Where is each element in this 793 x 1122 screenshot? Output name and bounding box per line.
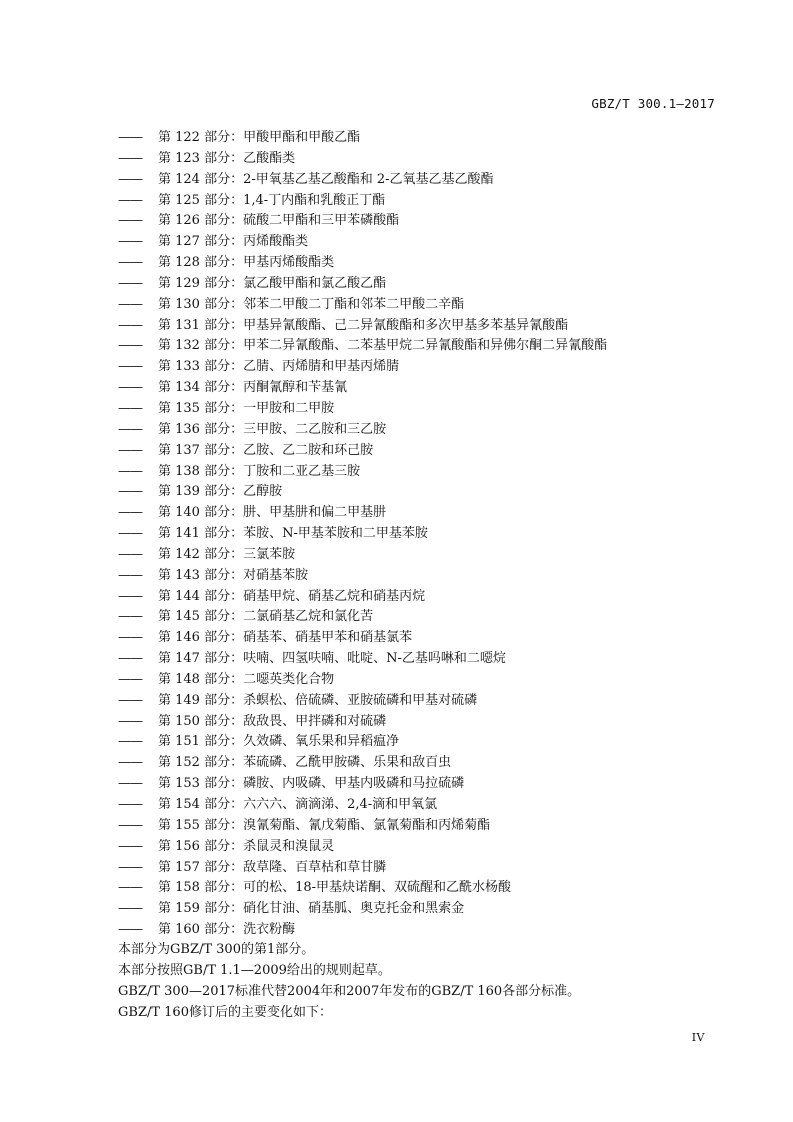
part-item [118,774,718,795]
part-title: 硝基甲烷、硝基乙烷和硝基丙烷 [243,588,426,604]
part-item [118,191,718,212]
part-label: 第 132 部分： [158,338,244,354]
part-item [118,670,718,691]
page-number: IV [691,1031,705,1044]
part-label: 第 151 部分： [158,734,244,750]
parts-list [118,128,718,941]
part-item [118,357,718,378]
part-item [118,649,718,670]
part-item [118,691,718,712]
part-dash: —— [118,797,142,812]
part-title: 三甲胺、二乙胺和三乙胺 [243,421,387,437]
foreword-paragraphs [118,940,718,1023]
part-label: 第 156 部分： [158,838,244,854]
part-item [118,878,718,899]
part-item [118,149,718,170]
foreword-paragraph: GBZ/T 300—2017标准代替2004年和2007年发布的GBZ/T 160各部分标准。 [118,983,581,999]
part-label: 第 135 部分： [158,400,244,416]
part-item [118,607,718,628]
part-dash: —— [118,922,142,938]
part-title: 氯乙酸甲酯和氯乙酸乙酯 [243,275,387,291]
part-title: 硝基苯、硝基甲苯和硝基氯苯 [243,630,413,646]
part-title: 乙醇胺 [243,484,283,500]
part-dash: —— [118,713,142,729]
part-dash: —— [118,296,142,312]
part-item [118,545,718,566]
part-label: 第 139 部分： [158,484,244,500]
part-item [118,712,718,733]
part-title: 磷胺、内吸磷、甲基内吸磷和马拉硫磷 [243,776,465,792]
part-label: 第 154 部分： [158,797,244,812]
part-item [118,837,718,858]
part-item [118,253,718,274]
part-dash: —— [118,317,142,333]
part-title: 丙烯酸酯类 [243,234,309,250]
part-title: 呋喃、四氢呋喃、吡啶、N-乙基吗啉和二噁烷 [243,651,506,667]
foreword-paragraph: GBZ/T 160修订后的主要变化如下： [118,1004,332,1020]
part-dash: —— [118,150,142,166]
standard-code: GBZ/T 300.1—2017 [591,96,715,111]
part-item [118,441,718,462]
part-dash: —— [118,901,142,917]
part-title: 乙腈、丙烯腈和甲基丙烯腈 [243,359,400,375]
part-item [118,503,718,524]
part-label: 第 152 部分： [158,755,244,771]
part-dash: —— [118,463,142,479]
part-item [118,211,718,232]
part-item [118,899,718,920]
part-dash: —— [118,838,142,854]
part-dash: —— [118,734,142,750]
part-label: 第 144 部分： [158,588,244,604]
part-title: 丁胺和二亚乙基三胺 [243,463,361,479]
part-label: 第 140 部分： [158,505,244,521]
part-dash: —— [118,609,142,625]
part-item [118,420,718,441]
part-title: 敌敌畏、甲拌磷和对硫磷 [243,713,387,729]
part-dash: —— [118,338,142,354]
part-item [118,732,718,753]
part-item [118,795,718,816]
part-item [118,858,718,879]
part-dash: —— [118,234,142,250]
part-title: 杀鼠灵和溴鼠灵 [243,838,335,854]
part-item [118,524,718,545]
foreword-paragraph: 本部分为GBZ/T 300的第1部分。 [118,942,315,957]
part-title: 硝化甘油、硝基胍、奥克托金和黑索金 [243,901,465,917]
part-title: 可的松、18-甲基炔诺酮、双硫醒和乙酰水杨酸 [243,880,512,896]
part-label: 第 153 部分： [158,776,244,792]
part-item [118,566,718,587]
part-item [118,316,718,337]
part-dash: —— [118,755,142,771]
part-label: 第 125 部分： [158,192,244,208]
part-dash: —— [118,213,142,229]
part-item [118,587,718,608]
part-label: 第 124 部分： [158,171,244,187]
part-title: 久效磷、氧乐果和异稻瘟净 [243,734,400,750]
part-dash: —— [118,526,142,542]
part-label: 第 131 部分： [158,317,244,333]
part-title: 杀螟松、倍硫磷、亚胺硫磷和甲基对硫磷 [243,692,478,708]
part-label: 第 160 部分： [158,922,244,938]
part-item [118,462,718,483]
part-dash: —— [118,546,142,562]
part-title: 一甲胺和二甲胺 [243,400,335,416]
part-title: 肼、甲基肼和偏二甲基肼 [243,505,387,521]
part-label: 第 158 部分： [158,880,244,896]
part-dash: —— [118,692,142,708]
part-dash: —— [118,275,142,291]
part-item [118,274,718,295]
part-title: 敌草隆、百草枯和草甘膦 [243,859,387,875]
part-label: 第 128 部分： [158,255,244,271]
part-title: 乙酸酯类 [243,150,296,166]
part-title: 丙酮氰醇和苄基氰 [243,380,348,396]
part-dash: —— [118,859,142,875]
part-dash: —— [118,817,142,833]
part-title: 对硝基苯胺 [243,567,309,583]
part-dash: —— [118,255,142,271]
part-label: 第 148 部分： [158,671,244,687]
part-label: 第 147 部分： [158,651,244,667]
part-dash: —— [118,171,142,187]
part-title: 1,4-丁内酯和乳酸正丁酯 [243,192,386,208]
part-dash: —— [118,400,142,416]
part-label: 第 122 部分： [158,130,244,145]
part-label: 第 157 部分： [158,859,244,875]
part-label: 第 133 部分： [158,359,244,375]
part-label: 第 134 部分： [158,380,244,396]
part-dash: —— [118,380,142,396]
part-label: 第 136 部分： [158,421,244,437]
part-item [118,482,718,503]
part-dash: —— [118,630,142,646]
part-dash: —— [118,505,142,521]
part-item [118,378,718,399]
part-label: 第 142 部分： [158,546,244,562]
part-title: 洗衣粉酶 [243,922,296,938]
part-title: 二噁英类化合物 [243,671,335,687]
part-label: 第 123 部分： [158,150,244,166]
part-title: 苯胺、N-甲基苯胺和二甲基苯胺 [243,526,428,542]
part-title: 硫酸二甲酯和三甲苯磷酸酯 [243,213,400,229]
part-dash: —— [118,651,142,667]
part-label: 第 130 部分： [158,296,244,312]
part-label: 第 129 部分： [158,275,244,291]
part-item [118,295,718,316]
part-label: 第 137 部分： [158,442,244,458]
part-dash: —— [118,484,142,500]
part-label: 第 126 部分： [158,213,244,229]
part-dash: —— [118,421,142,437]
part-title: 甲苯二异氰酸酯、二苯基甲烷二异氰酸酯和异佛尔酮二异氰酸酯 [243,338,608,354]
part-dash: —— [118,130,142,145]
part-item [118,399,718,420]
part-title: 六六六、滴滴涕、2,4-滴和甲氧氯 [243,797,438,812]
part-dash: —— [118,588,142,604]
part-label: 第 146 部分： [158,630,244,646]
part-title: 2-甲氧基乙基乙酸酯和 2-乙氧基乙基乙酸酯 [243,171,494,187]
part-title: 甲基异氰酸酯、己二异氰酸酯和多次甲基多苯基异氰酸酯 [243,317,569,333]
part-item [118,753,718,774]
part-title: 邻苯二甲酸二丁酯和邻苯二甲酸二辛酯 [243,296,465,312]
part-title: 溴氰菊酯、氰戊菊酯、氯氰菊酯和丙烯菊酯 [243,817,491,833]
part-dash: —— [118,192,142,208]
part-title: 苯硫磷、乙酰甲胺磷、乐果和敌百虫 [243,755,452,771]
part-title: 甲酸甲酯和甲酸乙酯 [243,130,361,145]
part-label: 第 141 部分： [158,526,244,542]
part-label: 第 138 部分： [158,463,244,479]
part-dash: —— [118,359,142,375]
part-dash: —— [118,776,142,792]
part-label: 第 143 部分： [158,567,244,583]
part-item [118,170,718,191]
part-label: 第 155 部分： [158,817,244,833]
part-item [118,628,718,649]
part-title: 甲基丙烯酸酯类 [243,255,335,271]
part-title: 三氯苯胺 [243,546,296,562]
part-label: 第 127 部分： [158,234,244,250]
part-item [118,232,718,253]
part-item [118,920,718,941]
part-dash: —— [118,567,142,583]
part-item [118,128,718,149]
part-dash: —— [118,880,142,896]
part-label: 第 150 部分： [158,713,244,729]
part-item [118,336,718,357]
part-title: 二氯硝基乙烷和氯化苦 [243,609,374,625]
foreword-paragraph: 本部分按照GB/T 1.1—2009给出的规则起草。 [118,962,391,978]
part-label: 第 149 部分： [158,692,244,708]
part-label: 第 159 部分： [158,901,244,917]
part-item [118,816,718,837]
part-label: 第 145 部分： [158,609,244,625]
part-dash: —— [118,671,142,687]
part-dash: —— [118,442,142,458]
part-title: 乙胺、乙二胺和环己胺 [243,442,374,458]
